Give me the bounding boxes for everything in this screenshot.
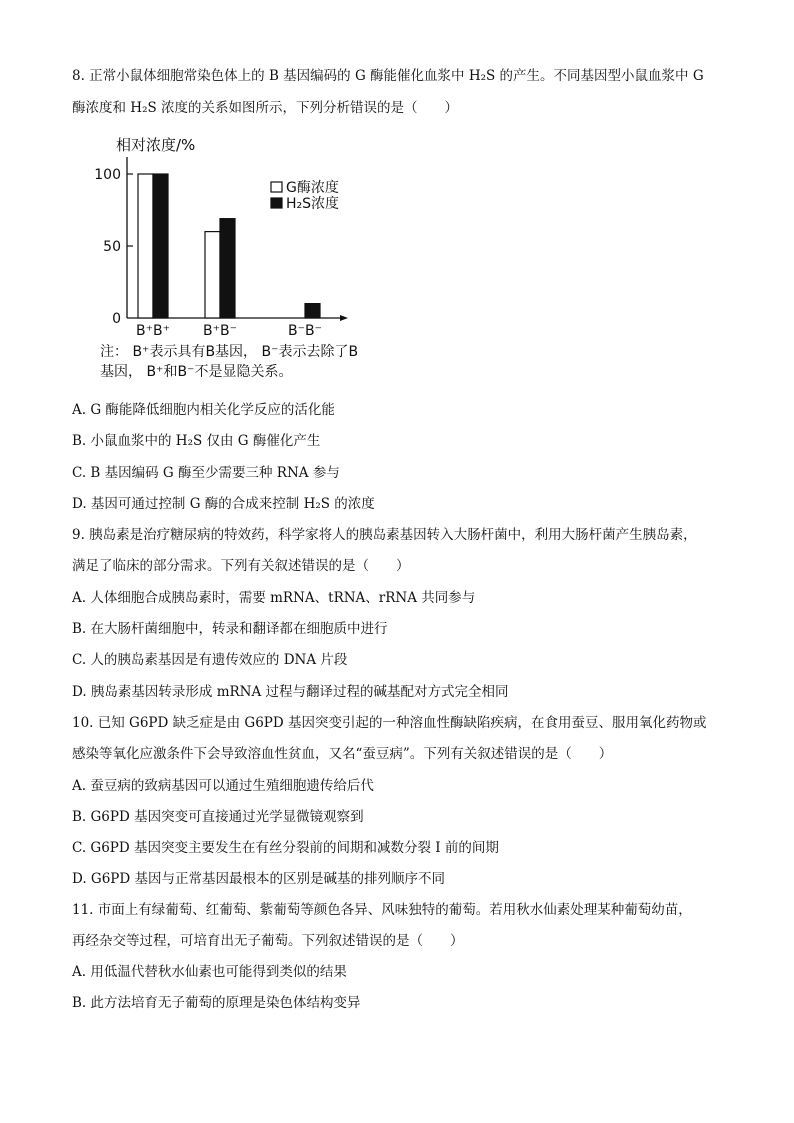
q8-note-line-1: 注： B⁺表示具有B基因， B⁻表示去除了B bbox=[100, 344, 359, 360]
bar bbox=[305, 304, 320, 318]
y-tick-label: 0 bbox=[112, 311, 121, 327]
legend-swatch bbox=[271, 182, 282, 192]
q9-option-a: A. 人体细胞合成胰岛素时，需要 mRNA、tRNA、rRNA 共同参与 bbox=[72, 590, 476, 606]
x-tick-label: B⁺B⁻ bbox=[203, 323, 237, 339]
q10-stem-line-1: 10. 已知 G6PD 缺乏症是由 G6PD 基因突变引起的一种溶血性酶缺陷疾病，在食用蚕豆、服用氧化药物或 bbox=[72, 715, 707, 731]
q11-stem-line-2: 再经杂交等过程，可培育出无子葡萄。下列叙述错误的是（ ） bbox=[72, 933, 464, 949]
legend-label: G酶浓度 bbox=[286, 180, 339, 196]
q11-option-b: B. 此方法培育无子葡萄的原理是染色体结构变异 bbox=[72, 995, 361, 1011]
q8-option-d: D. 基因可通过控制 G 酶的合成来控制 H₂S 的浓度 bbox=[72, 496, 375, 512]
x-tick-label: B⁺B⁺ bbox=[136, 323, 170, 339]
bar bbox=[138, 174, 153, 318]
q8-note-line-2: 基因， B⁺和B⁻不是显隐关系。 bbox=[100, 364, 293, 380]
legend-swatch bbox=[271, 198, 282, 208]
y-tick-label: 100 bbox=[94, 167, 121, 183]
q10-stem-line-2: 感染等氧化应激条件下会导致溶血性贫血，又名“蚕豆病”。下列有关叙述错误的是（ ） bbox=[72, 746, 613, 762]
bar bbox=[220, 219, 235, 318]
bar bbox=[205, 232, 220, 318]
q8-option-a: A. G 酶能降低细胞内相关化学反应的活化能 bbox=[72, 402, 335, 418]
q11-stem-line-1: 11. 市面上有绿葡萄、红葡萄、紫葡萄等颜色各异、风味独特的葡萄。若用秋水仙素处理某种葡萄幼苗， bbox=[72, 902, 692, 918]
q10-option-b: B. G6PD 基因突变可直接通过光学显微镜观察到 bbox=[72, 809, 364, 825]
legend-label: H₂S浓度 bbox=[286, 196, 340, 212]
y-tick-label: 50 bbox=[103, 239, 121, 255]
q8-option-b: B. 小鼠血浆中的 H₂S 仅由 G 酶催化产生 bbox=[72, 433, 321, 449]
q9-option-d: D. 胰岛素基因转录形成 mRNA 过程与翻译过程的碱基配对方式完全相同 bbox=[72, 684, 509, 700]
q10-option-a: A. 蚕豆病的致病基因可以通过生殖细胞遗传给后代 bbox=[72, 778, 374, 794]
x-axis-arrow bbox=[340, 315, 348, 321]
q10-option-c: C. G6PD 基因突变主要发生在有丝分裂前的间期和减数分裂 I 前的间期 bbox=[72, 840, 499, 856]
q8-stem-line-2: 酶浓度和 H₂S 浓度的关系如图所示，下列分析错误的是（ ） bbox=[72, 100, 459, 116]
y-axis-label: 相对浓度/% bbox=[116, 136, 196, 154]
q8-stem-line-1: 8. 正常小鼠体细胞常染色体上的 B 基因编码的 G 酶能催化血浆中 H₂S 的产生。不同基因型小鼠血浆中 G bbox=[72, 68, 704, 84]
q10-option-d: D. G6PD 基因与正常基因最根本的区别是碱基的排列顺序不同 bbox=[72, 871, 445, 887]
x-tick-label: B⁻B⁻ bbox=[288, 323, 322, 339]
q9-option-c: C. 人的胰岛素基因是有遗传效应的 DNA 片段 bbox=[72, 652, 348, 668]
q9-option-b: B. 在大肠杆菌细胞中，转录和翻译都在细胞质中进行 bbox=[72, 621, 388, 637]
q9-stem-line-1: 9. 胰岛素是治疗糖尿病的特效药，科学家将人的胰岛素基因转入大肠杆菌中，利用大肠杆菌产生胰岛素， bbox=[72, 527, 697, 543]
q11-option-a: A. 用低温代替秋水仙素也可能得到类似的结果 bbox=[72, 964, 347, 980]
q8-option-c: C. B 基因编码 G 酶至少需要三种 RNA 参与 bbox=[72, 465, 340, 481]
bar bbox=[153, 174, 168, 318]
q9-stem-line-2: 满足了临床的部分需求。下列有关叙述错误的是（ ） bbox=[72, 558, 410, 574]
